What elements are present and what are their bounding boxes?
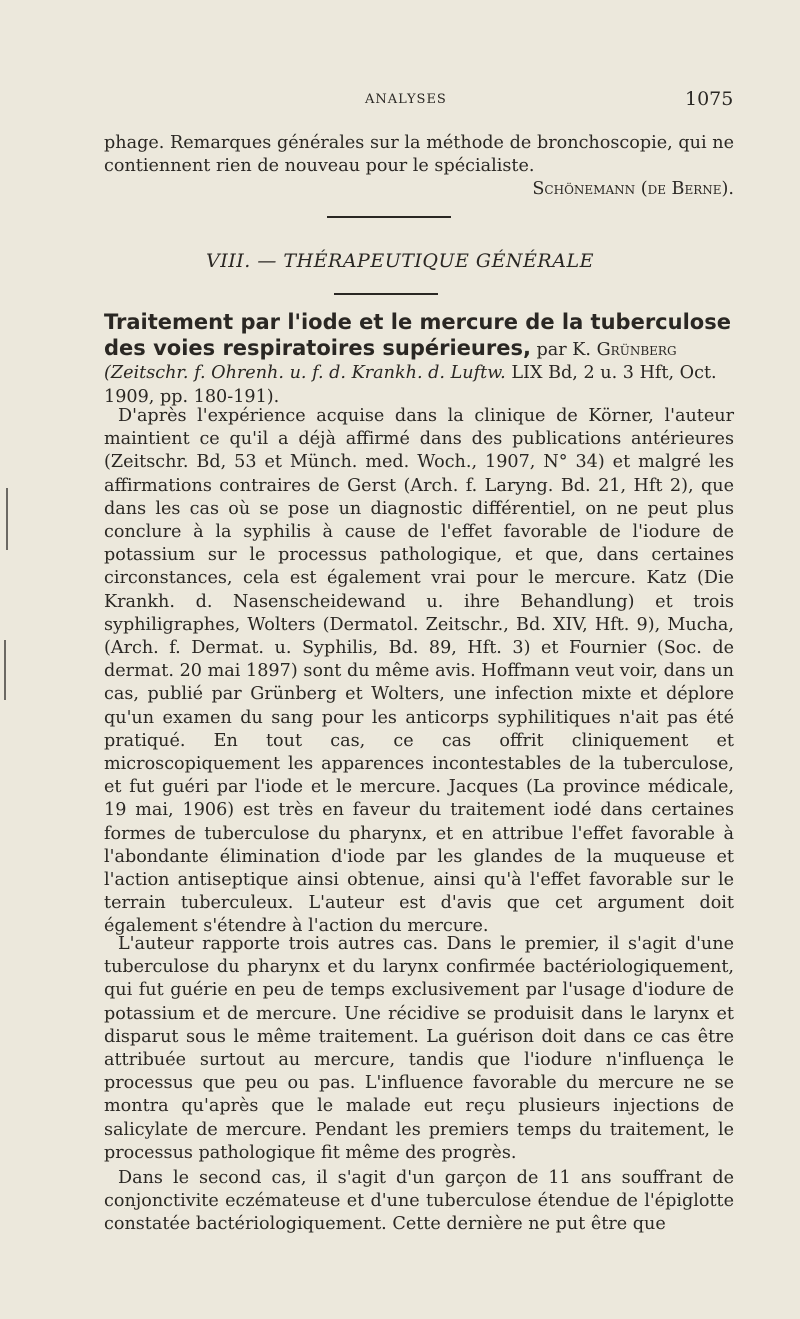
margin-mark — [6, 488, 8, 550]
intro-author — [104, 178, 734, 201]
article-by: par K. — [530, 340, 597, 361]
margin-mark — [4, 640, 6, 700]
paragraph-3: Dans le second cas, il s'agit d'un garçon de 11 ans souffrant de conjonctivite eczémateuse et d'une tuberculose étendue de l'épiglotte constatée bactériologiquement. Cette dernière ne put être que — [104, 1168, 734, 1235]
page-header — [0, 88, 800, 118]
section-title: VIII. — THÉRAPEUTIQUE GÉNÉRALE — [206, 250, 594, 272]
running-title: ANALYSES — [365, 92, 447, 107]
intro-paragraph — [104, 132, 734, 202]
article-heading — [104, 310, 734, 409]
article-reference: LIX Bd, 2 u. 3 Hft, Oct. 1909, pp. 180-191). — [104, 363, 717, 407]
intro-text: phage. Remarques générales sur la méthode de bronchoscopie, qui ne contiennent rien de nouveau pour le spécialiste. — [104, 133, 734, 177]
divider-top — [327, 216, 451, 218]
divider-bottom — [334, 293, 438, 295]
article-author: Grünberg — [596, 340, 677, 361]
article-title: Traitement par l'iode et le mercure de la tuberculose des voies respiratoires supérieures, — [104, 310, 731, 361]
paragraph-1: D'après l'expérience acquise dans la clinique de Körner, l'auteur maintient ce qu'il a déjà affirmé dans des publications antérieures (Zeitschr. Bd, 53 et Münch. med. Woch., 1907, N° 34) et malgré les affirmations contraires de Gerst (Arch. f. Laryng. Bd. 21, Hft 2), que dans les cas où se pose un diagnostic différentiel, on ne peut plus conclure à la syphilis à cause de l'effet favorable de l'iodure de potassium sur le processus pathologique, et que, dans certaines circonstances, cela est également vrai pour le mercure. Katz (Die Krankh. d. Nasenscheidewand u. ihre Behandlung) et trois syphiligraphes, Wolters (Dermatol. Zeitschr., Bd. XIV, Hft. 9), Mucha, (Arch. f. Dermat. u. Syphilis, Bd. 89, Hft. 3) et Fournier (Soc. de dermat. 20 mai 1897) sont du même avis. Hoffmann veut voir, dans un cas, publié par Grünberg et Wolters, une infection mixte et déplore qu'un examen du sang pour les anticorps syphilitiques n'ait pas été pratiqué. En tout cas, ce cas offrit cliniquement et microscopiquement les apparences incontestables de la tuberculose, et fut guéri par l'iode et le mercure. Jacques (La province médicale, 19 mai, 1906) est très en faveur du traitement iodé dans certaines formes de tuberculose du pharynx, et en attribue l'effet favorable à l'abondante élimination d'iode par les glandes de la muqueuse et l'action antiseptique ainsi obtenue, ainsi qu'à l'effet favorable sur le terrain tuberculeux. L'auteur est d'avis que cet argument doit également s'étendre à l'action du mercure. — [104, 406, 734, 937]
article-journal: (Zeitschr. f. Ohrenh. u. f. d. Krankh. d. Luftw. — [104, 363, 506, 384]
paragraph-2: L'auteur rapporte trois autres cas. Dans le premier, il s'agit d'une tuberculose du pharynx et du larynx confirmée bactériologiquement, qui fut guérie en peu de temps exclusivement par l'usage d'iodure de potassium et de mercure. Une récidive se produisit dans le larynx et disparut sous le même traitement. La guérison doit dans ce cas être attribuée surtout au mercure, tandis que l'iodure n'influença le processus que peu ou pas. L'influence favorable du mercure ne se montra qu'après que le malade eut reçu plusieurs injections de salicylate de mercure. Pendant les premiers temps du traitement, le processus pathologique fit même des progrès. — [104, 934, 734, 1163]
intro-author-name: Schönemann (de Berne). — [532, 179, 734, 200]
page-number: 1075 — [685, 88, 734, 110]
